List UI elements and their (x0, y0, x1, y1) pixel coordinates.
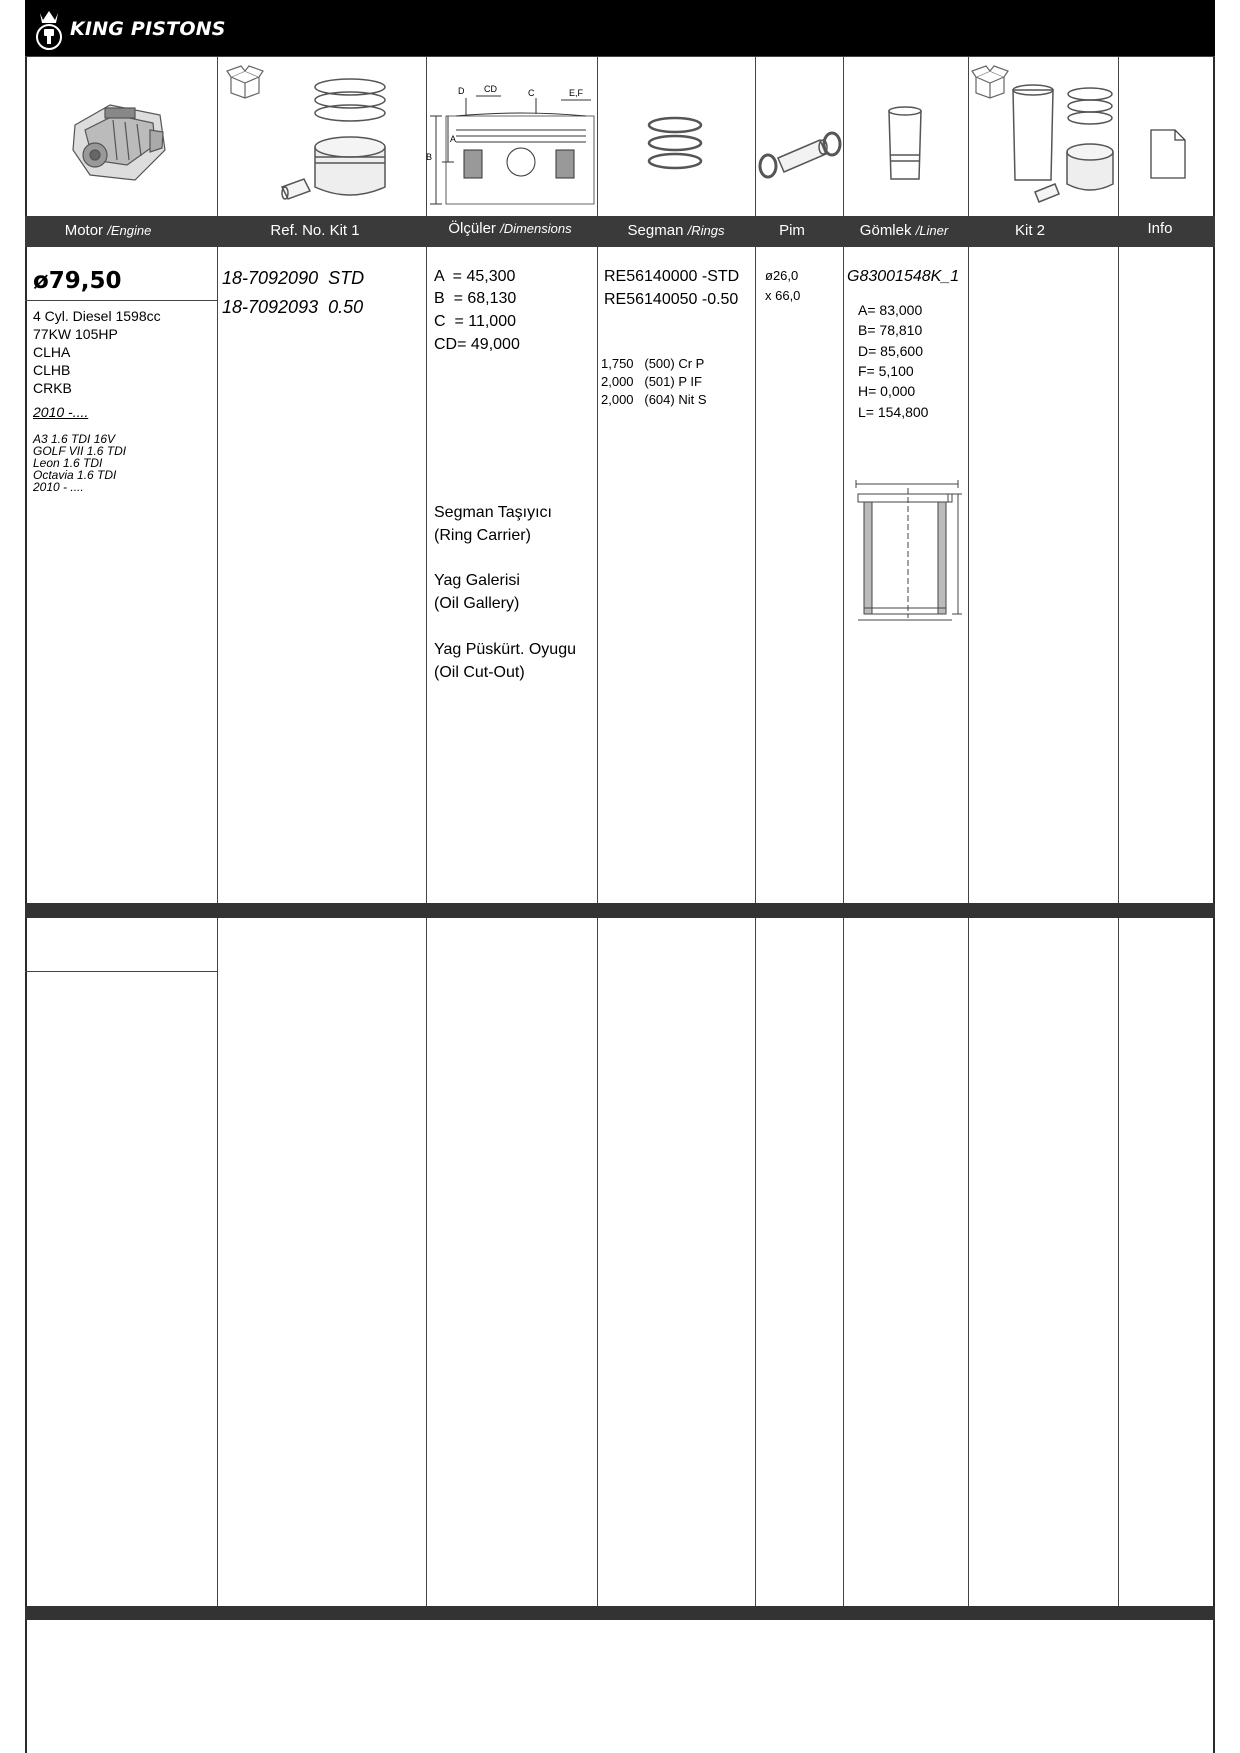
diagram-label-b: B (426, 152, 433, 162)
vehicle-item: A3 1.6 TDI 16V (33, 432, 116, 446)
kit1-piston-rings-illustration (280, 75, 400, 210)
engine-spec-line: 77KW 105HP (33, 326, 118, 342)
motor-title-underline (25, 300, 217, 301)
feature-ring-carrier-en: (Ring Carrier) (434, 527, 531, 544)
pin-illustration (758, 130, 842, 182)
liner-dim: F= 5,100 (858, 363, 914, 379)
liner-code: G83001548K_1 (847, 268, 960, 285)
liner-technical-drawing (852, 478, 964, 624)
section-separator (25, 1606, 1215, 1620)
dimension-cd: CD= 49,000 (434, 336, 520, 353)
col-divider (968, 56, 969, 1606)
diagram-label-ef: E,F (569, 88, 584, 98)
vehicle-item: 2010 - .... (33, 480, 84, 494)
col-divider (217, 56, 218, 1606)
col-divider (426, 56, 427, 1606)
motor-title-underline (25, 971, 217, 972)
feature-oil-cutout: Yag Püskürt. Oyugu (434, 641, 576, 658)
header-motor: Motor /Engine (64, 222, 152, 239)
brand-name: KING PISTONS (70, 18, 226, 40)
ring-spec: 1,750 (500) Cr P (601, 356, 705, 371)
vehicle-item: Octavia 1.6 TDI (33, 468, 117, 482)
engine-years: 2010 -.... (33, 404, 89, 420)
diagram-label-c: C (528, 88, 535, 98)
ring-spec: 2,000 (604) Nit S (601, 392, 707, 407)
header-pin: Pim (779, 222, 805, 239)
ring-code-std: RE56140000 -STD (604, 268, 740, 285)
dimension-a: A = 45,300 (434, 268, 516, 285)
feature-oil-gallery-en: (Oil Gallery) (434, 595, 520, 612)
vehicle-item: Leon 1.6 TDI (33, 456, 103, 470)
col-divider (755, 56, 756, 1606)
header-liner: Gömlek /Liner (859, 222, 949, 239)
vehicle-item: GOLF VII 1.6 TDI (33, 444, 127, 458)
piston-dimension-diagram (426, 80, 597, 208)
page-frame (25, 0, 1215, 1753)
rings-illustration (645, 115, 705, 187)
engine-spec-line: 4 Cyl. Diesel 1598cc (33, 308, 161, 324)
ring-code-oversize: RE56140050 -0.50 (604, 291, 739, 308)
header-ref: Ref. No. Kit 1 (270, 222, 360, 239)
header-info: Info (1147, 220, 1173, 237)
liner-dim: B= 78,810 (858, 322, 923, 338)
pin-diameter: ø26,0 (765, 268, 799, 283)
header-kit2: Kit 2 (1014, 222, 1046, 239)
header-rings: Segman /Rings (627, 222, 725, 239)
pin-length: x 66,0 (765, 288, 801, 303)
ring-spec: 2,000 (501) P IF (601, 374, 702, 389)
engine-spec-line: CRKB (33, 380, 72, 396)
feature-oil-gallery: Yag Galerisi (434, 572, 520, 589)
liner-dim: H= 0,000 (858, 383, 916, 399)
kit2-liner-kit-illustration (1005, 80, 1117, 210)
brand-logo (34, 6, 226, 52)
document-icon[interactable] (1149, 128, 1187, 180)
col-divider (1118, 56, 1119, 1606)
liner-dim: D= 85,600 (858, 343, 923, 359)
liner-dim: A= 83,000 (858, 302, 923, 318)
image-row-top (25, 56, 1215, 57)
kit1-ref-std: 18-7092090 STD (222, 268, 365, 288)
kit1-ref-oversize: 18-7092093 0.50 (222, 297, 364, 317)
dimension-c: C = 11,000 (434, 313, 516, 330)
section-separator (25, 903, 1215, 918)
engine-spec-line: CLHA (33, 344, 71, 360)
liner-illustration (885, 105, 925, 185)
col-divider (843, 56, 844, 1606)
liner-dim: L= 154,800 (858, 404, 929, 420)
header-dimensions: Ölçüler /Dimensions (448, 220, 572, 237)
diagram-label-a: A (450, 134, 457, 144)
engine-illustration (65, 90, 175, 190)
crown-piston-icon (34, 7, 64, 51)
col-divider (597, 56, 598, 1606)
engine-spec-line: CLHB (33, 362, 71, 378)
feature-ring-carrier: Segman Taşıyıcı (434, 504, 552, 521)
diagram-label-d: D (458, 86, 465, 96)
engine-diameter: ø79,50 (33, 268, 122, 294)
box-icon (225, 65, 265, 99)
box-icon (970, 65, 1010, 99)
feature-oil-cutout-en: (Oil Cut-Out) (434, 664, 525, 681)
diagram-label-cd: CD (484, 84, 497, 94)
dimension-b: B = 68,130 (434, 290, 517, 307)
